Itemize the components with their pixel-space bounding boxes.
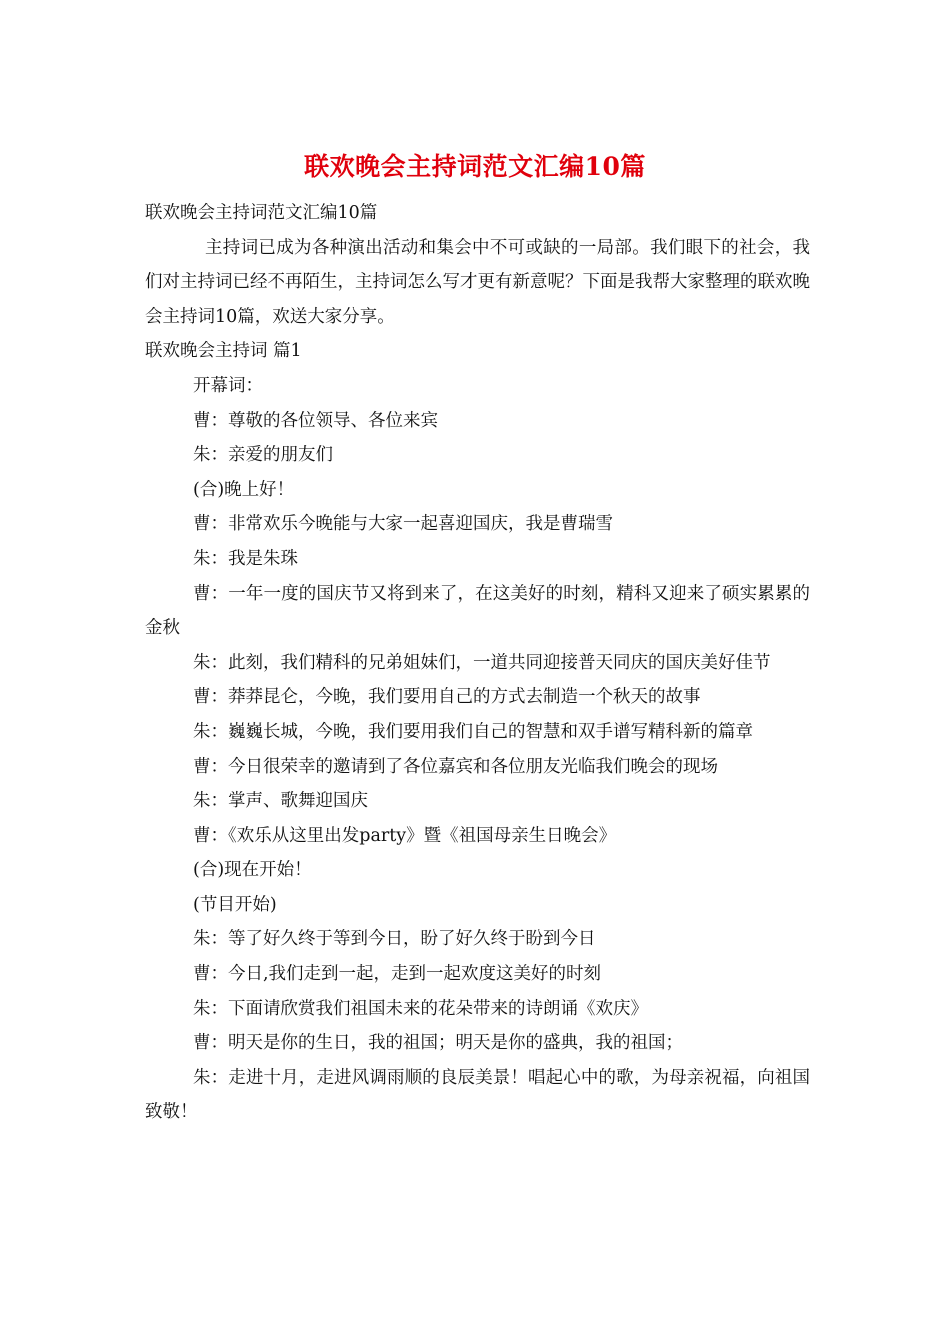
paragraph: 朱：亲爱的朋友们 [193,445,333,466]
paragraph: 朱：此刻，我们精科的兄弟姐妹们，一道共同迎接普天同庆的国庆美好佳节 [193,652,771,673]
paragraph: 朱：巍巍长城，今晚，我们要用我们自己的智慧和双手谱写精科新的篇章 [193,721,753,742]
paragraph: 曹：明天是你的生日，我的祖国；明天是你的盛典，我的祖国； [193,1033,683,1054]
paragraph: 曹：《欢乐从这里出发party》暨《祖国母亲生日晚会》 [193,825,617,846]
section-heading: 联欢晚会主持词 篇1 [145,341,302,362]
paragraph: 曹：非常欢乐今晚能与大家一起喜迎国庆，我是曹瑞雪 [193,514,613,535]
paragraph: (合)现在开始！ [193,860,312,881]
paragraph: (合)晚上好！ [193,479,295,500]
paragraph: 曹：一年一度的国庆节又将到来了，在这美好的时刻，精科又迎来了硕实累累的金秋 [145,583,810,639]
paragraph: 朱：下面请欣赏我们祖国未来的花朵带来的诗朗诵《欢庆》 [193,998,648,1019]
paragraph: 曹：莽莽昆仑，今晚，我们要用自己的方式去制造一个秋天的故事 [193,687,701,708]
paragraph: 开幕词： [193,375,263,396]
paragraph: 主持词已成为各种演出活动和集会中不可或缺的一局部。我们眼下的社会，我们对主持词已经不再陌生，主持词怎么写才更有新意呢？下面是我帮大家整理的联欢晚会主持词10篇，欢送大家分享。 [145,237,810,327]
paragraph: 曹：今日,我们走到一起，走到一起欢度这美好的时刻 [193,964,602,985]
paragraph: 朱：我是朱珠 [193,548,298,569]
document-title: 联欢晚会主持词范文汇编10篇 [304,152,646,181]
paragraph: 联欢晚会主持词范文汇编10篇 [145,203,378,223]
paragraph: 朱：等了好久终于等到今日，盼了好久终于盼到今日 [193,929,596,950]
document-body [145,196,810,1130]
paragraph: 朱：掌声、歌舞迎国庆 [193,791,368,812]
paragraph: (节目开始) [193,894,277,915]
paragraph: 朱：走进十月，走进风调雨顺的良辰美景！唱起心中的歌，为母亲祝福，向祖国致敬！ [145,1067,810,1123]
paragraph: 曹：今日很荣幸的邀请到了各位嘉宾和各位朋友光临我们晚会的现场 [193,756,718,777]
paragraph: 曹：尊敬的各位领导、各位来宾 [193,410,438,431]
